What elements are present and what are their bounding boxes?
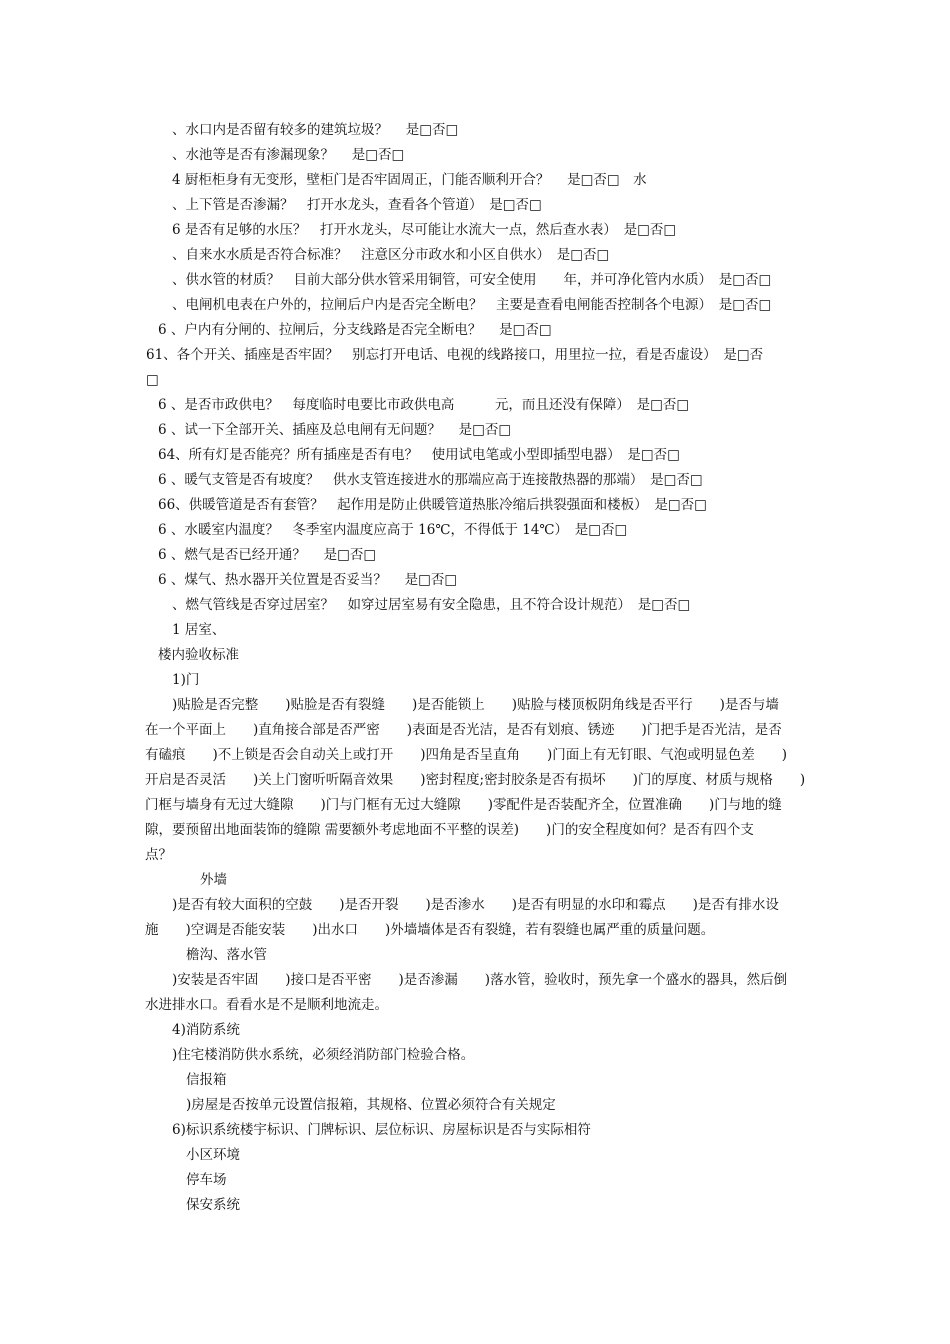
paragraph-line: 在一个平面上 )直角接合部是否严密 )表面是否光洁，是否有划痕、锈迹 )门把手是否光洁，是否 [145, 722, 782, 738]
paragraph-line: 隙，要预留出地面装饰的缝隙 需要额外考虑地面不平整的误差) )门的安全程度如何？是否有四个支 [145, 822, 754, 838]
checklist-item: 、水口内是否留有较多的建筑垃圾？ 是□否□ [172, 122, 459, 138]
checklist-item: 6 、户内有分闸的、拉闸后，分支线路是否完全断电？ 是□否□ [158, 322, 552, 338]
checklist-item: 、供水管的材质？ 目前大部分供水管采用铜管，可安全使用 年，并可净化管内水质） 是□否□ [172, 272, 772, 288]
paragraph-line: )房屋是否按单元设置信报箱，其规格、位置必须符合有关规定 [186, 1097, 556, 1113]
checklist-item: 64、所有灯是否能亮？所有插座是否有电？ 使用试电笔或小型即插型电器） 是□否□ [158, 447, 680, 463]
subsection-heading: 1)门 [172, 672, 200, 688]
paragraph-line: )贴脸是否完整 )贴脸是否有裂缝 )是否能锁上 )贴脸与楼顶板阴角线是否平行 )是否与墙 [172, 697, 779, 713]
subsection-heading: 外墙 [200, 872, 227, 888]
subsection-heading: 保安系统 [186, 1197, 240, 1213]
subsection-heading: 6)标识系统楼宇标识、门牌标识、层位标识、房屋标识是否与实际相符 [172, 1122, 591, 1138]
subsection-heading: 檐沟、落水管 [186, 947, 267, 963]
checklist-item: 6 是否有足够的水压？ 打开水龙头，尽可能让水流大一点，然后查水表） 是□否□ [172, 222, 677, 238]
checklist-item: 6 、试一下全部开关、插座及总电闸有无问题？ 是□否□ [158, 422, 512, 438]
subsection-heading: 小区环境 [186, 1147, 240, 1163]
subsection-heading: 停车场 [186, 1172, 227, 1188]
checklist-item: 、燃气管线是否穿过居室？ 如穿过居室易有安全隐患，且不符合设计规范） 是□否□ [172, 597, 691, 613]
paragraph-line: 点？ [145, 847, 172, 863]
subsection-heading: 信报箱 [186, 1072, 227, 1088]
checklist-item: 4 厨柜柜身有无变形，壁柜门是否牢固周正，门能否顺利开合？ 是□否□ 水 [172, 172, 647, 188]
paragraph-line: )安装是否牢固 )接口是否平密 )是否渗漏 )落水管，验收时，预先拿一个盛水的器具，然后倒 [172, 972, 788, 988]
paragraph-line: 门框与墙身有无过大缝隙 )门与门框有无过大缝隙 )零配件是否装配齐全，位置准确 )门与地的缝 [145, 797, 782, 813]
paragraph-line: 开启是否灵活 )关上门窗听听隔音效果 )密封程度;密封胶条是否有损坏 )门的厚度、材质与规格 ) [145, 772, 806, 788]
checklist-item: 、上下管是否渗漏？ 打开水龙头，查看各个管道） 是□否□ [172, 197, 542, 213]
checklist-item: 6 、是否市政供电？ 每度临时电要比市政供电高 元，而且还没有保障） 是□否□ [158, 397, 690, 413]
checklist-item: 61、各个开关、插座是否牢固？ 别忘打开电话、电视的线路接口，用里拉一拉，看是否虚设） 是□否 [146, 347, 764, 363]
paragraph-line: 水进排水口。看看水是不是顺利地流走。 [145, 997, 388, 1013]
checklist-item: 6 、燃气是否已经开通？ 是□否□ [158, 547, 377, 563]
paragraph-line: 施 )空调是否能安装 )出水口 )外墙墙体是否有裂缝，若有裂缝也属严重的质量问题。 [145, 922, 715, 938]
section-heading: 1 居室、 [172, 622, 226, 638]
paragraph-line: )是否有较大面积的空鼓 )是否开裂 )是否渗水 )是否有明显的水印和霉点 )是否有排水设 [172, 897, 779, 913]
checklist-item: 6 、暖气支管是否有坡度？ 供水支管连接进水的那端应高于连接散热器的那端） 是□否□ [158, 472, 703, 488]
subsection-heading: 4)消防系统 [172, 1022, 240, 1038]
paragraph-line: 有磕痕 )不上锁是否会自动关上或打开 )四角是否呈直角 )门面上有无钉眼、气泡或明显色差 ) [145, 747, 788, 763]
paragraph-line: )住宅楼消防供水系统，必须经消防部门检验合格。 [172, 1047, 475, 1063]
checklist-item: 6 、煤气、热水器开关位置是否妥当？ 是□否□ [158, 572, 458, 588]
checklist-item: 、水池等是否有渗漏现象？ 是□否□ [172, 147, 405, 163]
section-heading: 楼内验收标准 [158, 647, 239, 663]
checklist-item: 、自来水水质是否符合标准？ 注意区分市政水和小区自供水） 是□否□ [172, 247, 610, 263]
checklist-item: 66、供暖管道是否有套管？ 起作用是防止供暖管道热胀冷缩后拱裂强面和楼板） 是□否□ [158, 497, 707, 513]
checklist-item: 、电闸机电表在户外的，拉闸后户内是否完全断电？ 主要是查看电闸能否控制各个电源） 是□否□ [172, 297, 772, 313]
checklist-item: 6 、水暖室内温度？ 冬季室内温度应高于 16℃，不得低于 14℃） 是□否□ [158, 522, 628, 538]
checklist-item: □ [146, 372, 159, 388]
